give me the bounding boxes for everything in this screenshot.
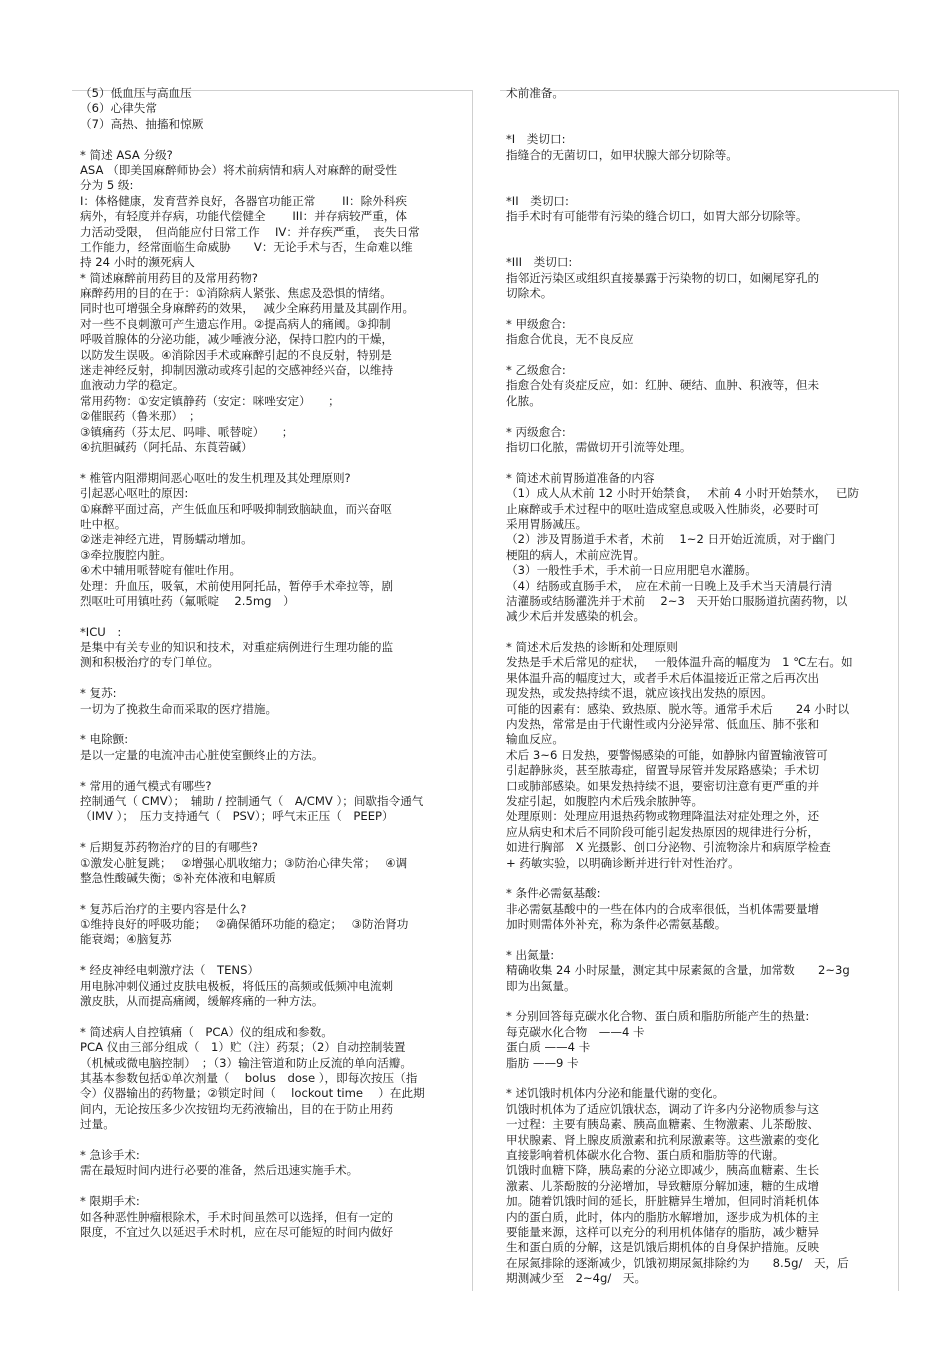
blank-line [506, 301, 898, 316]
text-line: 内的蛋白质，此时，体内的脂肪水解增加，逐步成为机体的主 [506, 1209, 820, 1224]
blank-line [80, 609, 472, 624]
text-line: 引起静脉炎，甚至脓毒症，留置导尿管并发尿路感染；手术切 [506, 763, 820, 778]
text-line: （6）心律失常 [80, 101, 157, 116]
text-line: 一过程：主要有胰岛素、胰高血糖素、生物激素、儿茶酚胺、 [506, 1117, 820, 1132]
text-line: 直接影响着机体碳水化合物、蛋白质和脂肪等的代谢。 [506, 1147, 785, 1162]
text-line: 饥饿时血糖下降，胰岛素的分泌立即减少，胰高血糖素、生长 [506, 1163, 820, 1178]
text-line: 间内，无论按压多少次按钮均无药液输出，目的在于防止用药 [80, 1101, 394, 1116]
text-line: （3）一般性手术，手术前一日应用肥皂水灌肠。 [506, 563, 757, 578]
text-line: * 简述术后发热的诊断和处理原则 [506, 640, 678, 655]
text-line: 是以一定量的电流冲击心脏使室颤终止的方法。 [80, 747, 324, 762]
blank-line [80, 1133, 472, 1148]
text-line: 要能量来源，这样可以充分的利用机体储存的脂肪，减少糖异 [506, 1224, 820, 1239]
right-column [506, 86, 898, 1286]
blank-line [80, 948, 472, 963]
text-line: * 复苏后治疗的主要内容是什么? [80, 901, 247, 916]
text-line: 工作能力，经常面临生命威胁 V：无论手术与否，生命难以维 [80, 239, 413, 254]
text-line: * 经皮神经电刺激疗法（ TENS） [80, 963, 260, 978]
text-line: ②迷走神经亢进，胃肠蠕动增加。 [80, 532, 253, 547]
text-line: + 药敏实验，以明确诊断并进行针对性治疗。 [506, 855, 740, 870]
text-line: * 简述 ASA 分级? [80, 147, 173, 162]
text-line: ASA （即美国麻醉师协会）将术前病情和病人对麻醉的耐受性 [80, 162, 397, 177]
text-line: 在尿氮排除的逐渐减少，饥饿初期尿氮排除约为 8.5g/ 天，后 [506, 1255, 849, 1270]
text-line: 可能的因素有：感染、致热原、脱水等。通常手术后 24 小时以 [506, 701, 850, 716]
text-line: *III 类切口: [506, 255, 573, 270]
text-line: 吐中枢。 [80, 516, 127, 531]
text-line: 整急性酸碱失衡；⑤补充体液和电解质 [80, 870, 276, 885]
text-line: ②催眠药（鲁米那） ； [80, 409, 201, 424]
text-line: 输血反应。 [506, 732, 564, 747]
blank-line [506, 871, 898, 886]
blank-line [506, 225, 898, 240]
text-line: 用电脉冲刺仪通过皮肤电极板，将低压的高频或低频冲电流刺 [80, 978, 394, 993]
text-line: PCA 仪由三部分组成（ 1）贮（注）药泵；（2）自动控制装置 [80, 1040, 406, 1055]
text-line: 过量。 [80, 1117, 115, 1132]
text-line: 发热是手术后常见的症状， 一般体温升高的幅度为 1 ℃左右。如 [506, 655, 853, 670]
text-line: 指切口化脓，需做切开引流等处理。 [506, 439, 692, 454]
blank-line [506, 1071, 898, 1086]
text-line: *ICU : [80, 624, 122, 639]
text-line: （IMV ）； 压力支持通气（ PSV）；呼气末正压（ PEEP） [80, 809, 394, 824]
blank-line [80, 132, 472, 147]
text-line: 是集中有关专业的知识和技术，对重症病例进行生理功能的监 [80, 640, 394, 655]
text-line: 测和积极治疗的专门单位。 [80, 655, 220, 670]
text-line: I：体格健康，发育营养良好，各器官功能正常 II：除外科疾 [80, 193, 407, 208]
blank-line [506, 348, 898, 363]
text-line: 激素、儿茶酚胺的分泌增加，导致糖原分解加速，糖的生成增 [506, 1178, 820, 1193]
blank-line [80, 717, 472, 732]
text-line: 力活动受限， 但尚能应付日常工作 IV：并存疾严重， 丧失日常 [80, 224, 420, 239]
text-line: * 椎管内阻滞期间恶心呕吐的发生机理及其处理原则? [80, 470, 351, 485]
text-line: 切除术。 [506, 286, 553, 301]
text-line: 处理原则：处理应用退热药物或物理降温法对症处理之外，还 [506, 809, 820, 824]
text-line: ①麻醉平面过高，产生低血压和呼吸抑制致脑缺血，而兴奋呕 [80, 501, 392, 516]
blank-line [80, 455, 472, 470]
text-line: 麻醉药用的目的在于：①消除病人紧张、焦虑及恐惧的情绪。 [80, 286, 392, 301]
text-line: （7）高热、抽搐和惊厥 [80, 116, 204, 131]
text-line: 指愈合优良，无不良反应 [506, 332, 634, 347]
text-line: 限度，不宜过久以延迟手术时机，应在尽可能短的时间内做好 [80, 1224, 394, 1239]
blank-line [80, 1179, 472, 1194]
text-line: 一切为了挽救生命而采取的医疗措施。 [80, 701, 278, 716]
text-line: 加。随着饥饿时间的延长，肝脏糖异生增加，但同时消耗机体 [506, 1194, 820, 1209]
text-line: 每克碳水化合物 ——4 卡 [506, 1024, 645, 1039]
text-line: 指愈合处有炎症反应，如：红肿、硬结、血肿、积液等，但未 [506, 378, 820, 393]
text-line: * 限期手术: [80, 1194, 140, 1209]
text-line: 生和蛋白质的分解，这是饥饿后期机体的自身保护措施。反映 [506, 1240, 820, 1255]
text-line: 蛋白质 ——4 卡 [506, 1040, 591, 1055]
text-line: （5）低血压与高血压 [80, 86, 192, 100]
text-line: * 复苏: [80, 686, 117, 701]
text-line: * 简述麻醉前用药目的及常用药物? [80, 270, 258, 285]
blank-line [506, 178, 898, 193]
text-line: ③镇痛药（芬太尼、吗啡、哌替啶） ； [80, 424, 294, 439]
text-line: 洁灌肠或结肠灌洗并于术前 2~3 天开始口服肠道抗菌药物，以 [506, 593, 848, 608]
text-line: * 简述术前胃肠道准备的内容 [506, 470, 655, 485]
text-line: ④术中辅用哌替啶有催吐作用。 [80, 563, 242, 578]
text-line: 迷走神经反射，抑制因激动或疼引起的交感神经兴奋，以维持 [80, 363, 394, 378]
text-line: 常用药物：①安定镇静药（安定：咪唑安定） ； [80, 393, 340, 408]
text-line: 果体温升高的幅度过大，或者手术后体温接近正常之后再次出 [506, 670, 820, 685]
text-line: 如各种恶性肿瘤根除术，手术时间虽然可以选择，但有一定的 [80, 1209, 394, 1224]
text-line: * 条件必需氨基酸: [506, 886, 601, 901]
text-line: 指缝合的无菌切口，如甲状腺大部分切除等。 [506, 147, 738, 162]
blank-line [80, 886, 472, 901]
text-line: 脂肪 ——9 卡 [506, 1055, 579, 1070]
text-line: 期测减少至 2~4g/ 天。 [506, 1271, 647, 1286]
blank-line [506, 932, 898, 947]
text-line: 加时则需体外补充，称为条件必需氨基酸。 [506, 917, 727, 932]
text-line: （4）结肠或直肠手术， 应在术前一日晚上及手术当天清晨行清 [506, 578, 833, 593]
text-line: * 丙级愈合: [506, 424, 566, 439]
text-line: 激皮肤，从而提高痛阈，缓解疼痛的一种方法。 [80, 994, 324, 1009]
text-line: * 乙级愈合: [506, 363, 566, 378]
text-line: 术前准备。 [506, 86, 564, 100]
text-line: * 电除颤: [80, 732, 129, 747]
text-line: 持 24 小时的濒死病人 [80, 255, 195, 270]
text-line: 应从病史和术后不同阶段可能引起发热原因的规律进行分析， [506, 824, 820, 839]
text-line: 现发热，或发热持续不退，就应该找出发热的原因。 [506, 686, 773, 701]
text-line: 即为出氮量。 [506, 978, 576, 993]
text-line: 减少术后并发感染的机会。 [506, 609, 646, 624]
blank-line [506, 455, 898, 470]
text-line: （1）成人从术前 12 小时开始禁食， 术前 4 小时开始禁水， 已防 [506, 486, 860, 501]
text-line: 内发热，常常是由于代谢性或内分泌异常、低血压、肺不张和 [506, 717, 820, 732]
blank-line [506, 101, 898, 116]
text-line: （2）涉及胃肠道手术者，术前 1~2 日开始近流质，对于幽门 [506, 532, 836, 547]
text-line: * 后期复苏药物治疗的目的有哪些? [80, 840, 258, 855]
text-line: 分为 5 级: [80, 178, 134, 193]
text-line: 指手术时有可能带有污染的缝合切口，如胃大部分切除等。 [506, 209, 808, 224]
text-line: 呼吸首腺体的分泌功能，减少唾液分泌，保持口腔内的干燥， [80, 332, 394, 347]
text-line: * 急诊手术: [80, 1147, 140, 1162]
left-column [80, 86, 472, 1240]
text-line: 止麻醉或手术过程中的呕吐造成窒息或吸入性肺炎，必要时可 [506, 501, 820, 516]
blank-line [506, 240, 898, 255]
text-line: * 甲级愈合: [506, 316, 566, 331]
text-line: 梗阻的病人，术前应洗胃。 [506, 547, 646, 562]
text-line: 能衰竭；④脑复苏 [80, 932, 172, 947]
text-line: 精确收集 24 小时尿量，测定其中尿素氮的含量，加常数 2~3g [506, 963, 850, 978]
blank-line [506, 625, 898, 640]
text-line: 术后 3~6 日发热，要警惕感染的可能，如静脉内留置输液管可 [506, 747, 828, 762]
text-line: ①维持良好的呼吸功能； ②确保循环功能的稳定； ③防治肾功 [80, 917, 409, 932]
text-line: 发症引起，如腹腔内术后残余脓肿等。 [506, 793, 704, 808]
text-line: 烈呕吐可用镇吐药（氟哌啶 2.5mg ） [80, 593, 295, 608]
blank-line [506, 163, 898, 178]
text-line: *I 类切口: [506, 132, 566, 147]
text-line: 口或肺部感染。如果发热持续不退，要密切注意有更严重的并 [506, 778, 820, 793]
text-line: 采用胃肠减压。 [506, 516, 588, 531]
text-line: 引起恶心呕吐的原因: [80, 486, 189, 501]
text-line: 指邻近污染区或组织直接暴露于污染物的切口，如阑尾穿孔的 [506, 270, 820, 285]
blank-line [80, 671, 472, 686]
blank-line [506, 994, 898, 1009]
blank-line [506, 117, 898, 132]
text-line: ④抗胆碱药（阿托品、东莨菪碱） [80, 439, 253, 454]
text-line: 需在最短时间内进行必要的准备，然后迅速实施手术。 [80, 1163, 359, 1178]
blank-line [80, 825, 472, 840]
text-line: ①激发心脏复跳； ②增强心肌收缩力；③防治心律失常； ④调 [80, 855, 408, 870]
text-line: （机械或微电脑控制） ；（3）输注管道和防止反流的单向活瓣。 [80, 1055, 412, 1070]
text-line: 对一些不良刺激可产生遗忘作用。②提高病人的痛阈。③抑制 [80, 316, 391, 331]
text-line: 甲状腺素、肾上腺皮质激素和抗利尿激素等。这些激素的变化 [506, 1132, 820, 1147]
text-line: 饥饿时机体为了适应饥饿状态，调动了许多内分泌物质参与这 [506, 1101, 820, 1116]
text-line: 病外，有轻度并存病，功能代偿健全 III：并存病较严重，体 [80, 209, 407, 224]
text-line: *II 类切口: [506, 193, 569, 208]
text-line: 处理：升血压，吸氧，术前使用阿托品，暂停手术牵拉等，剧 [80, 578, 394, 593]
text-line: * 分别回答每克碳水化合物、蛋白质和脂肪所能产生的热量: [506, 1009, 810, 1024]
text-line: 非必需氨基酸中的一些在体内的合成率很低，当机体需要量增 [506, 901, 820, 916]
text-line: * 述饥饿时机体内分泌和能量代谢的变化。 [506, 1086, 725, 1101]
text-line: 令）仪器输出的药物量；②锁定时间（ lockout time ）在此期 [80, 1086, 425, 1101]
text-line: * 出氮量: [506, 947, 555, 962]
blank-line [80, 1009, 472, 1024]
blank-line [506, 409, 898, 424]
text-line: * 常用的通气模式有哪些? [80, 778, 212, 793]
text-line: ③牵拉腹腔内脏。 [80, 547, 172, 562]
text-line: 如进行胸部 X 光摄影、创口分泌物、引流物涂片和病原学检查 [506, 840, 831, 855]
text-line: 控制通气（ CMV）； 辅助 / 控制通气（ A/CMV ）；间歇指令通气 [80, 793, 424, 808]
text-line: 同时也可增强全身麻醉药的效果， 减少全麻药用量及其副作用。 [80, 301, 415, 316]
text-line: * 简述病人自控镇痛（ PCA）仪的组成和参数。 [80, 1024, 333, 1039]
text-line: 血液动力学的稳定。 [80, 378, 185, 393]
text-line: 其基本参数包括①单次剂量（ bolus dose ），即每次按压（指 [80, 1071, 418, 1085]
blank-line [80, 763, 472, 778]
text-line: 化脓。 [506, 393, 541, 408]
text-line: 以防发生误吸。④消除因手术或麻醉引起的不良反射，特别是 [80, 347, 392, 362]
